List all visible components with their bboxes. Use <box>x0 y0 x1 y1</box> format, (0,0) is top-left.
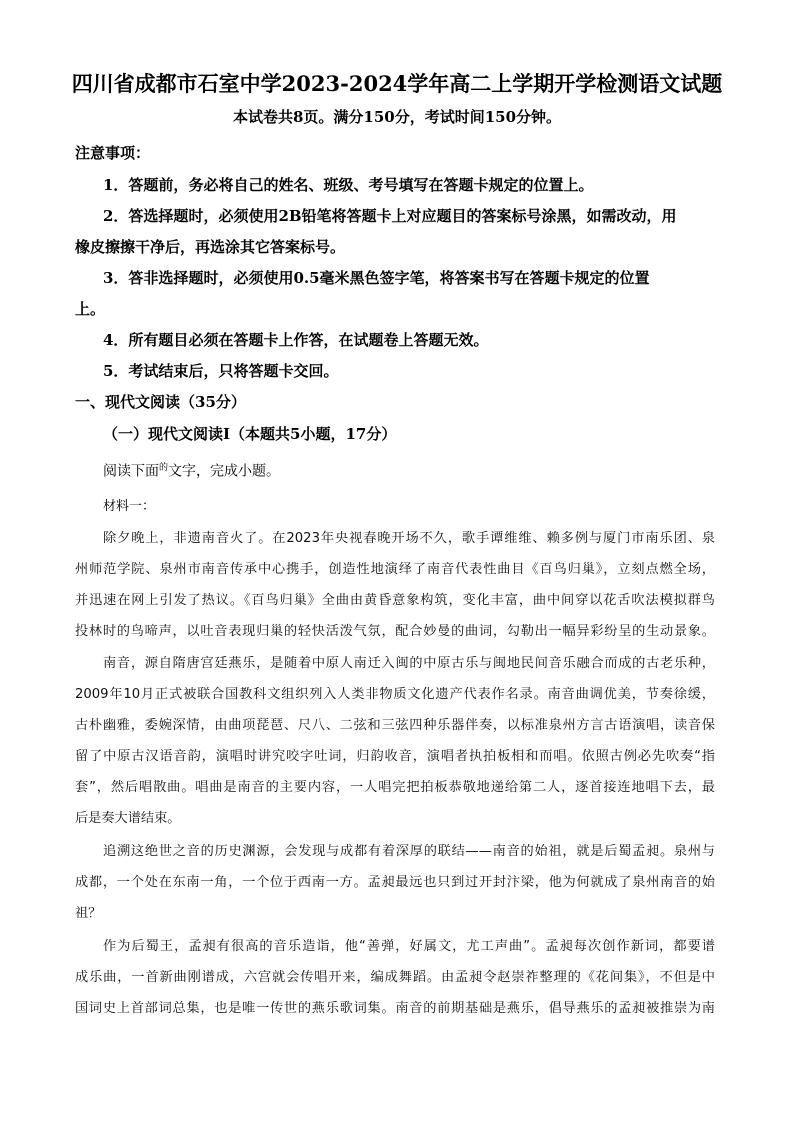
paragraph-line: 除夕晚上，非遗南音火了。在2023年央视春晚开场不久，歌手谭维维、赖多例与厦门市南乐团、泉 <box>103 531 715 546</box>
notice-item: 1．答题前，务必将自己的姓名、班级、考号填写在答题卡规定的位置上。 <box>103 176 594 194</box>
paragraph-line: 国词史上首部词总集，也是唯一传世的燕乐歌词集。南音的前期基础是燕乐，倡导燕乐的孟昶被推崇为南 <box>75 1001 715 1016</box>
paragraph-line: 南音，源自隋唐宫廷燕乐，是随着中原人南迁入闽的中原古乐与闽地民间音乐融合而成的古老乐种， <box>103 656 715 671</box>
paragraph-line: 成乐曲，一首新曲刚谱成，六宫就会传唱开来，编成舞蹈。由孟昶令赵崇祚整理的《花间集》，不但是中 <box>75 970 715 985</box>
paragraph-line: 套”，然后唱散曲。唱曲是南音的主要内容，一人唱完把拍板恭敬地递给第二人，逐首接连地唱下去，最 <box>75 780 715 795</box>
paragraph-line: 祖？ <box>75 906 102 921</box>
notice-item: 上。 <box>75 300 106 318</box>
paragraph-line: 追溯这绝世之音的历史渊源，会发现与成都有着深厚的联结——南音的始祖，就是后蜀孟昶。泉州与 <box>103 844 715 859</box>
notice-item: 5．考试结束后，只将答题卡交回。 <box>103 362 339 380</box>
paragraph-line: 古朴幽雅，委婉深情，由曲项琵琶、尺八、二弦和三弦四种乐器伴奏，以标准泉州方言古语演唱，读音保 <box>75 718 715 733</box>
notice-item: 2．答选择题时，必须使用2B铅笔将答题卡上对应题目的答案标号涂黑，如需改动，用 <box>103 207 677 225</box>
paragraph-line: 作为后蜀王，孟昶有很高的音乐造诣，他“善弹，好属文，尤工声曲”。孟昶每次创作新词，都要谱 <box>103 939 715 954</box>
subsection-heading: （一）现代文阅读Ⅰ（本题共5小题，17分） <box>103 425 397 443</box>
paragraph-line: 后是奏大谱结束。 <box>75 811 181 826</box>
paragraph-line: 并迅速在网上引发了热议。《百鸟归巢》全曲由黄昏意象构筑，变化丰富，曲中间穿以花舌吹法模拟群鸟 <box>75 593 715 608</box>
notice-item: 3．答非选择题时，必须使用0.5毫米黑色签字笔，将答案书写在答题卡规定的位置 <box>103 269 650 287</box>
paragraph-line: 2009年10月正式被联合国教科文组织列入人类非物质文化遗产代表作名录。南音曲调优美，节奏徐缓， <box>75 687 715 702</box>
paragraph-line: 成都，一个处在东南一角，一个位于西南一方。孟昶最远也只到过开封汴梁，他为何就成了泉州南音的始 <box>75 875 715 890</box>
paragraph-line: 州师范学院、泉州市南音传承中心携手，创造性地演绎了南音代表性曲目《百鸟归巢》，立刻点燃全场， <box>75 562 715 577</box>
page-title: 四川省成都市石室中学2023-2024学年高二上学期开学检测语文试题 <box>71 71 723 96</box>
paragraph-line: 投林时的鸟啼声，以吐音表现归巢的轻快活泼气氛，配合妙曼的曲词，勾勒出一幅异彩纷呈的生动景象。 <box>75 624 715 639</box>
exam-info: 本试卷共8页。满分150分，考试时间150分钟。 <box>232 108 562 126</box>
reading-instruction: 阅读下面$^的$文字，完成小题。 <box>103 463 281 480</box>
material-label: 材料一： <box>103 499 156 514</box>
paragraph-line: 留了中原古汉语音韵，演唱时讲究咬字吐词，归韵收音，演唱者执拍板相和而唱。依照古例必先吹奏“指 <box>75 749 715 764</box>
notice-heading: 注意事项： <box>75 144 151 162</box>
section-heading: 一、现代文阅读（35分） <box>75 393 246 411</box>
notice-item: 4．所有题目必须在答题卡上作答，在试题卷上答题无效。 <box>103 331 489 349</box>
notice-item: 橡皮擦擦干净后，再选涂其它答案标号。 <box>75 238 346 256</box>
